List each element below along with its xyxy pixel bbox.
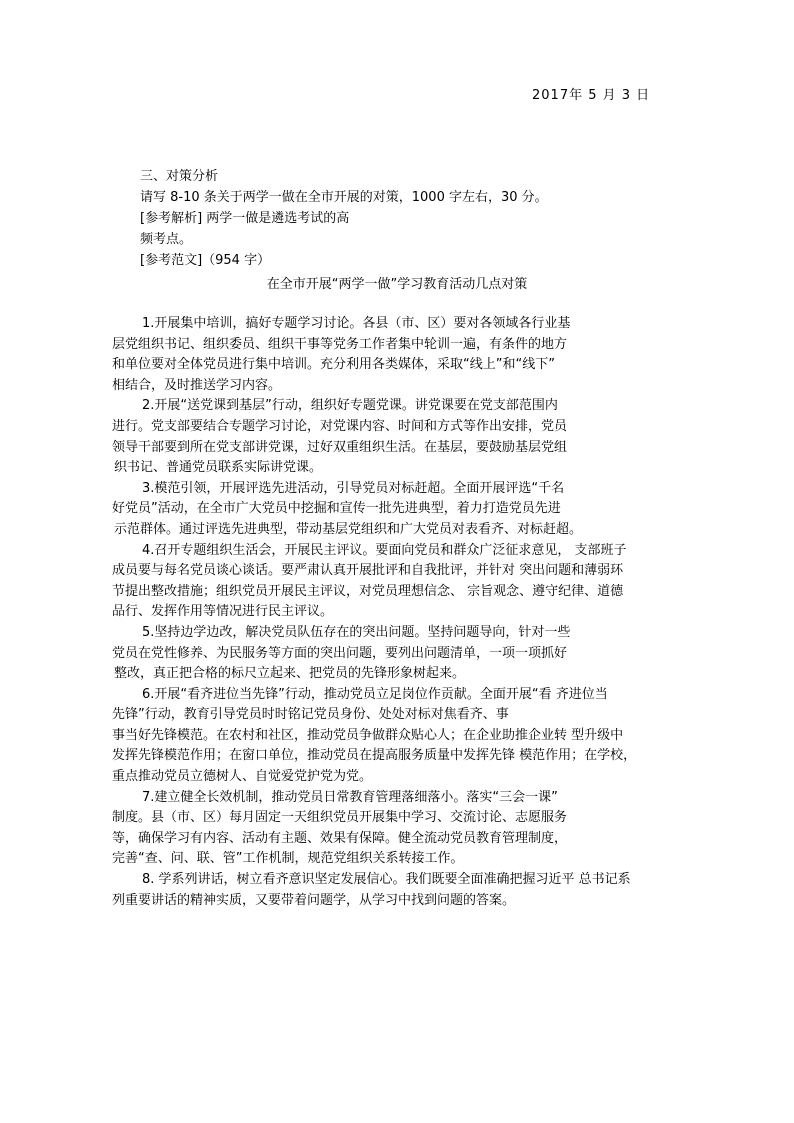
body-line: 2.开展“送党课到基层”行动，组织好专题党课。讲党课要在党支部范围内 [142,398,558,414]
body-line: 3.模范引领，开展评选先进活动，引导党员对标赶超。全面开展评选“千名 [142,480,565,496]
section-heading: 三、对策分析 [140,169,219,184]
body-line: 发挥先锋模范作用；在窗口单位，推动党员在提高服务质量中发挥先锋 模范作用；在学校， [112,748,637,764]
body-line: 6.开展“看齐进位当先锋”行动，推动党员立足岗位作贡献。全面开展“看 齐进位当 [142,686,608,702]
body-line: 4.召开专题组织生活会，开展民主评议。要面向党员和群众广泛征求意见， 支部班子 [142,542,627,558]
body-line: 8. 学系列讲话，树立看齐意识坚定发展信心。我们既要全面准确把握习近平 总书记系 [142,872,631,888]
body-line: 7.建立健全长效机制，推动党员日常教育管理落细落小。落实“三会一课” [142,789,558,805]
body-line: 领导干部要到所在党支部讲党课，过好双重组织生活。在基层，要鼓励基层党组 [112,439,568,455]
analysis-line-1: [参考解析] 两学一做是遴选考试的高 [140,211,350,226]
body-line: 完善“查、问、联、管”工作机制，规范党组织关系转接工作。 [112,851,464,867]
body-line: 织书记、普通党员联系实际讲党课。 [114,460,323,476]
body-line: 制度。县（市、区）每月固定一天组织党员开展集中学习、交流讨论、志愿服务 [112,810,568,826]
date-line: 2017年 5 月 3 日 [532,88,651,103]
body-line: 示范群体。通过评选先进典型，带动基层党组织和广大党员对表看齐、对标赶超。 [114,521,583,537]
body-line: 事当好先锋模范。在农村和社区，推动党员争做群众贴心人；在企业助推企业转 型升级中 [112,727,624,743]
body-line: 列重要讲话的精神实质，又要带着问题学，从学习中找到问题的答案。 [112,892,516,908]
body-line: 成员要与每名党员谈心谈话。要严肃认真开展批评和自我批评，并针对 突出问题和薄弱环 [112,563,624,579]
body-line: 和单位要对全体党员进行集中培训。充分利用各类媒体，采取“线上”和“线下” [112,357,555,373]
body-line: 好党员”活动，在全市广大党员中挖掘和宣传一批先进典型，着力打造党员先进 [112,501,561,517]
body-line: 5.坚持边学边改，解决党员队伍存在的突出问题。坚持问题导向，针对一些 [142,624,571,640]
body-line: 节提出整改措施；组织党员开展民主评议，对党员理想信念、 宗旨观念、遵守纪律、道德 [112,583,624,599]
body-line: 层党组织书记、组织委员、组织干事等党务工作者集中轮训一遍，有条件的地方 [112,336,568,352]
essay-title: 在全市开展“两学一做”学习教育活动几点对策 [266,277,528,292]
essay-body [112,314,684,911]
body-line: 相结合，及时推送学习内容。 [112,377,282,393]
task-text: 请写 8-10 条关于两学一做在全市开展的对策，1000 字左右，30 分。 [140,190,548,205]
body-line: 重点推动党员立德树人、自觉爱党护党为党。 [112,769,373,785]
analysis-line-2: 频考点。 [140,232,193,247]
body-line: 进行。党支部要结合专题学习讨论，对党课内容、时间和方式等作出安排，党员 [112,418,568,434]
body-line: 整改，真正把合格的标尺立起来、把党员的先锋形象树起来。 [114,666,466,682]
sample-label: [参考范文]（954 字） [140,253,271,268]
body-line: 等，确保学习有内容、活动有主题、效果有保障。健全流动党员教育管理制度， [112,830,568,846]
body-line: 先锋”行动，教育引导党员时时铭记党员身份、处处对标对焦看齐、事 [112,707,509,723]
body-line: 党员在党性修养、为民服务等方面的突出问题，要列出问题清单，一项一项抓好 [112,645,568,661]
body-line: 品行、发挥作用等情况进行民主评议。 [112,604,334,620]
body-line: 1.开展集中培训，搞好专题学习讨论。各县（市、区）要对各领域各行业基 [142,316,571,331]
